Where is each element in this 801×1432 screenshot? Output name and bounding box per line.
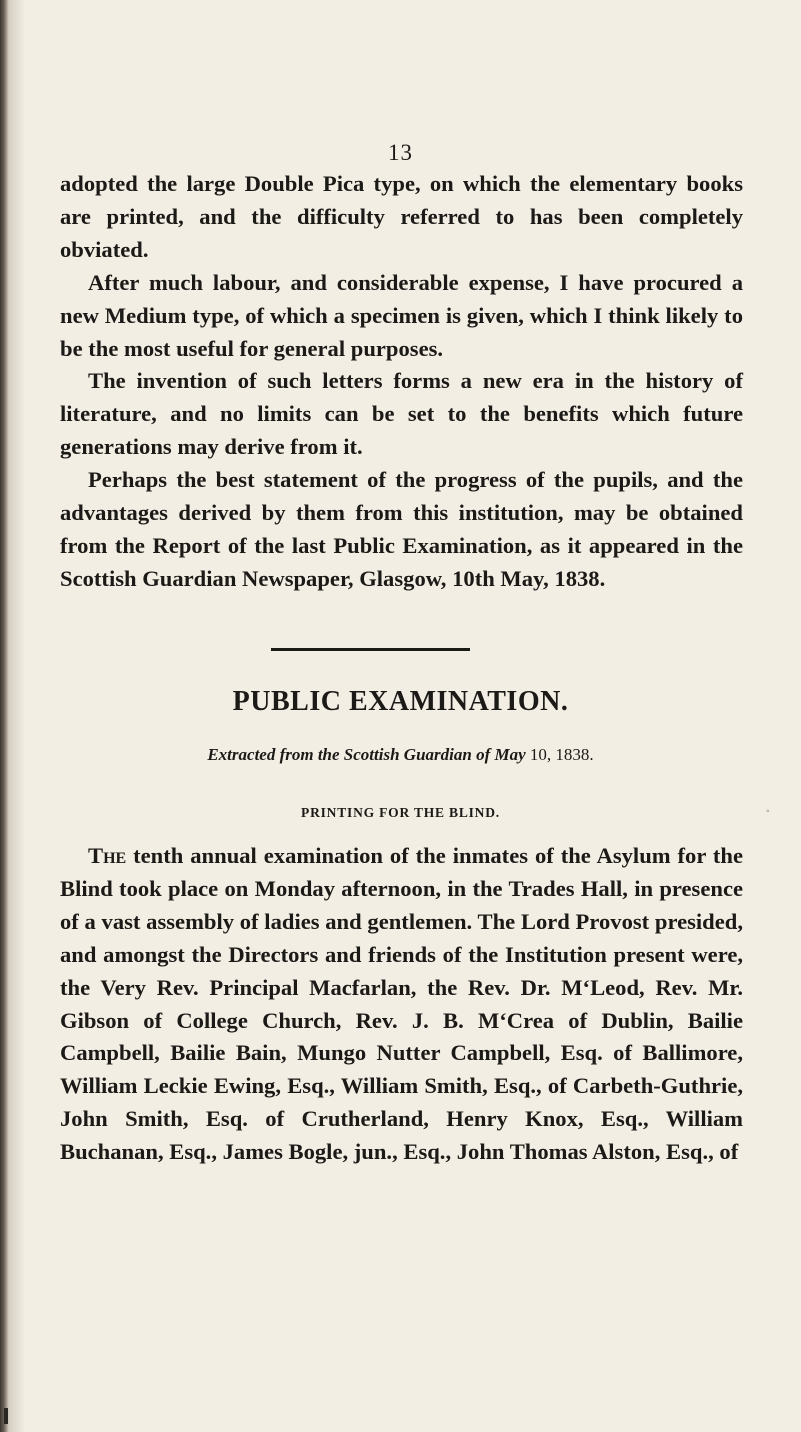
source-italic: Extracted from the Scottish Guardian of May	[207, 745, 526, 764]
paragraph-1: adopted the large Double Pica type, on which the elementary books are printed, and the difficulty referred to has been completely obviated.	[60, 171, 743, 262]
article-paragraph	[60, 840, 743, 1169]
article-body: tenth annual examination of the inmates of the Asylum for the Blind took place on Monday afternoon, in the Trades Hall, in presence of a vast assembly of ladies and gentlemen. The Lord Provost presided, and amongst the Directors and friends of the Institution present were, the Very Rev. Principal Macfarlan, the Rev. Dr. M‘Leod, Rev. Mr. Gibson of College Church, Rev. J. B. M‘Crea of Dublin, Bailie Campbell, Bailie Bain, Mungo Nutter Campbell, Esq. of Ballimore, William Leckie Ewing, Esq., William Smith, Esq., of Carbeth-Guthrie, John Smith, Esq. of Crutherland, Henry Knox, Esq., William Buchanan, Esq., James Bogle, jun., Esq., John Thomas Alston, Esq., of	[60, 843, 743, 1165]
edge-mark	[4, 1408, 8, 1424]
source-line	[0, 745, 801, 765]
paragraph-3: The invention of such letters forms a new era in the history of literature, and no limits can be set to the benefits which future generations may derive from it.	[60, 368, 743, 460]
stray-mark: ◦	[766, 806, 770, 817]
article-lead-word: The	[88, 843, 127, 868]
section-rule	[271, 648, 470, 651]
opening-text	[60, 168, 743, 596]
source-date: 10, 1838.	[529, 745, 594, 764]
paragraph-4: Perhaps the best statement of the progress of the pupils, and the advantages derived by them from this institution, may be obtained from the Report of the last Public Examination, as it appeared in the Scottish Guardian Newspaper, Glasgow, 10th May, 1838.	[60, 467, 743, 591]
subheading: PRINTING FOR THE BLIND.	[301, 805, 500, 820]
section-heading: PUBLIC EXAMINATION.	[232, 686, 569, 717]
paragraph-2: After much labour, and considerable expense, I have procured a new Medium type, of which a specimen is given, which I think likely to be the most useful for general purposes.	[60, 269, 743, 361]
page-number: 13	[388, 140, 413, 165]
article-text	[60, 840, 743, 1169]
